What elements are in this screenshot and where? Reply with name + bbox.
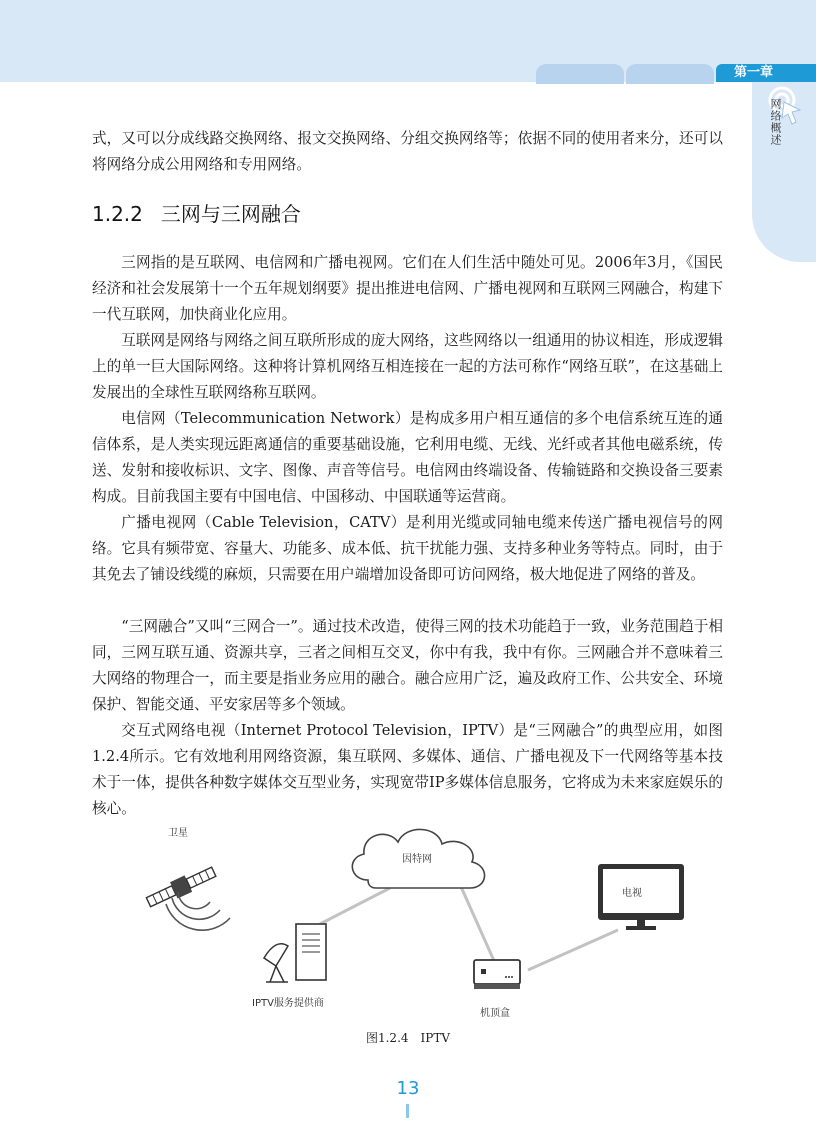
satellite-label: 卫星 bbox=[168, 828, 188, 839]
body-paragraph: 广播电视网（Cable Television，CATV）是利用光缆或同轴电缆来传送广播电视信号的网络。它具有频带宽、容量大、功能多、成本低、抗干扰能力强、支持多种业务等特点。同时，由于其免去了铺设线缆的麻烦，只需要在用户端增加设备即可访问网络，极大地促进了网络的普及。 bbox=[92, 514, 723, 583]
intro-paragraph: 式，又可以分成线路交换网络、报文交换网络、分组交换网络等；依据不同的使用者来分，还可以将网络分成公用网络和专用网络。 bbox=[92, 130, 723, 173]
set-top-box-label: 机顶盒 bbox=[480, 1008, 510, 1019]
internet-label: 因特网 bbox=[402, 854, 432, 865]
page-number: 13 bbox=[396, 1078, 420, 1099]
body-paragraph: 三网指的是互联网、电信网和广播电视网。它们在人们生活中随处可见。2006年3月，《国民经济和社会发展第十一个五年规划纲要》提出推进电信网、广播电视网和互联网三网融合，构建下一代互联网，加快商业化应用。 bbox=[92, 254, 723, 323]
body-paragraph: 电信网（Telecommunication Network）是构成多用户相互通信的多个电信系统互连的通信体系，是人类实现远距离通信的重要基础设施，它利用电缆、无线、光纤或者其他电磁系统，传送、发射和接收标识、文字、图像、声音等信号。电信网由终端设备、传输链路和交换设备三要素构成。目前我国主要有中国电信、中国移动、中国联通等运营商。 bbox=[92, 410, 723, 505]
server-icon bbox=[296, 924, 326, 980]
connection-line bbox=[458, 880, 495, 963]
page-number-tick bbox=[406, 1104, 409, 1118]
header-tab-decoration bbox=[536, 64, 624, 84]
section-heading bbox=[92, 198, 301, 227]
chapter-tab: 第一章 bbox=[716, 64, 816, 82]
header-tab-decoration bbox=[626, 64, 714, 84]
chapter-side-label: 网络概述 bbox=[769, 98, 782, 146]
connection-line bbox=[528, 930, 618, 970]
figure-caption-number: 图1.2.4 bbox=[365, 1031, 409, 1045]
body-paragraph: 互联网是网络与网络之间互联所形成的庞大网络，这些网络以一组通用的协议相连，形成逻辑上的单一巨大国际网络。这种将计算机网络互相连接在一起的方法可称作“网络互联”，在这基础上发展出的全球性互联网络称互联网。 bbox=[92, 332, 723, 401]
body-paragraph: “三网融合”又叫“三网合一”。通过技术改造，使得三网的技术功能趋于一致，业务范围趋于相同，三网互联互通、资源共享，三者之间相互交叉，你中有我，我中有你。三网融合并不意味着三大网络的物理合一，而主要是指业务应用的融合。融合应用广泛，遍及政府工作、公共安全、环境保护、智能交通、平安家居等多个领域。 bbox=[92, 618, 723, 713]
section-number: 1.2.2 bbox=[92, 202, 143, 226]
figure-caption-text: IPTV bbox=[420, 1031, 451, 1045]
section-title: 三网与三网融合 bbox=[160, 202, 301, 226]
set-top-box-icon bbox=[474, 960, 520, 989]
provider-label: IPTV服务提供商 bbox=[252, 998, 324, 1009]
dish-antenna-icon bbox=[264, 944, 288, 982]
tv-label: 电视 bbox=[622, 888, 642, 899]
body-paragraph: 交互式网络电视（Internet Protocol Television，IPTV）是“三网融合”的典型应用，如图1.2.4所示。它有效地利用网络资源，集互联网、多媒体、通信、广播电视及下一代网络等基本技术于一体，提供各种数字媒体交互型业务，实现宽带IP多媒体信息服务，它将成为未来家庭娱乐的核心。 bbox=[92, 722, 723, 817]
iptv-figure bbox=[140, 818, 700, 1028]
connection-line bbox=[320, 888, 390, 924]
figure-caption bbox=[0, 1029, 816, 1046]
satellite-icon bbox=[145, 864, 218, 911]
signal-waves-icon bbox=[166, 892, 230, 930]
